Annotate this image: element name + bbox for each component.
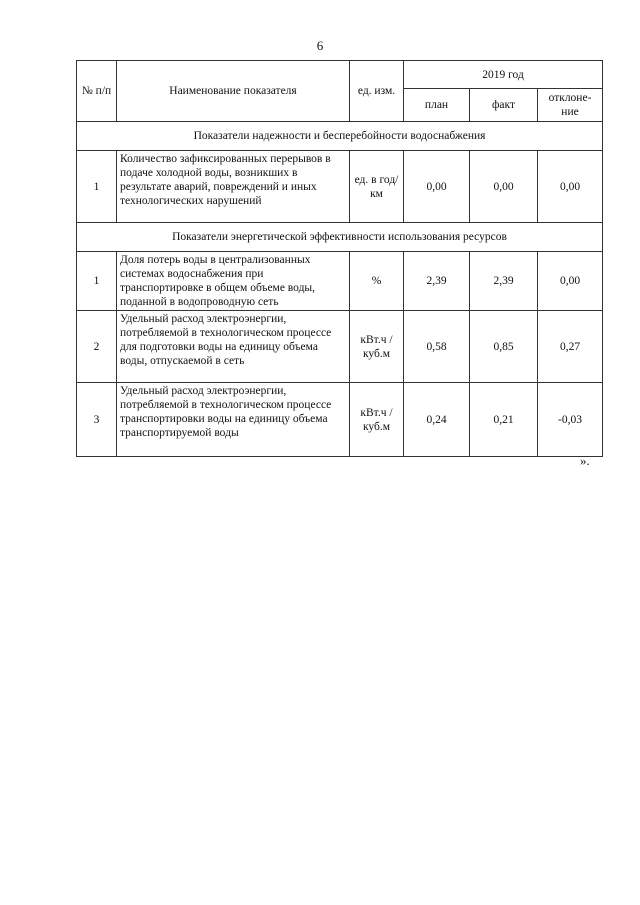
row-num: 1 bbox=[77, 151, 117, 223]
row-unit: ед. в год/ км bbox=[350, 151, 404, 223]
row-name: Доля потерь воды в централизованных системах водоснабжения при транспортировке в общем объеме воды, поданной в водопроводную сеть bbox=[117, 252, 350, 311]
table-row bbox=[77, 252, 603, 311]
row-name: Количество зафиксированных перерывов в подаче холодной воды, возникших в результате аварий, повреждений и иных технологических нарушений bbox=[117, 151, 350, 223]
header-num: № п/п bbox=[77, 61, 117, 122]
header-row-1 bbox=[77, 61, 603, 89]
table-row bbox=[77, 383, 603, 457]
row-fact: 0,21 bbox=[470, 383, 538, 457]
header-unit: ед. изм. bbox=[350, 61, 404, 122]
row-plan: 0,24 bbox=[404, 383, 470, 457]
row-plan: 0,00 bbox=[404, 151, 470, 223]
row-plan: 0,58 bbox=[404, 311, 470, 383]
row-deviation: 0,00 bbox=[538, 252, 603, 311]
header-deviation: отклоне-ние bbox=[538, 89, 603, 122]
row-unit: кВт.ч / куб.м bbox=[350, 311, 404, 383]
section-title-row bbox=[77, 223, 603, 252]
header-plan: план bbox=[404, 89, 470, 122]
page-number: 6 bbox=[316, 38, 324, 53]
header-fact: факт bbox=[470, 89, 538, 122]
row-deviation: -0,03 bbox=[538, 383, 603, 457]
row-deviation: 0,00 bbox=[538, 151, 603, 223]
row-plan: 2,39 bbox=[404, 252, 470, 311]
header-year: 2019 год bbox=[404, 61, 603, 89]
row-name: Удельный расход электроэнергии, потребляемой в технологическом процессе для подготовки воды на единицу объема воды, отпускаемой в сеть bbox=[117, 311, 350, 383]
row-deviation: 0,27 bbox=[538, 311, 603, 383]
row-fact: 0,00 bbox=[470, 151, 538, 223]
section-title: Показатели надежности и бесперебойности водоснабжения bbox=[77, 122, 603, 151]
table-row bbox=[77, 151, 603, 223]
row-num: 1 bbox=[77, 252, 117, 311]
row-fact: 2,39 bbox=[470, 252, 538, 311]
section-title: Показатели энергетической эффективности использования ресурсов bbox=[77, 223, 603, 252]
indicators-table bbox=[76, 60, 603, 457]
row-unit: % bbox=[350, 252, 404, 311]
row-name: Удельный расход электроэнергии, потребляемой в технологическом процессе транспортировки воды на единицу объема транспортируемой воды bbox=[117, 383, 350, 457]
header-name: Наименование показателя bbox=[117, 61, 350, 122]
row-num: 2 bbox=[77, 311, 117, 383]
table-row bbox=[77, 311, 603, 383]
row-fact: 0,85 bbox=[470, 311, 538, 383]
closing-quote: ». bbox=[580, 453, 590, 468]
section-title-row bbox=[77, 122, 603, 151]
row-unit: кВт.ч / куб.м bbox=[350, 383, 404, 457]
row-num: 3 bbox=[77, 383, 117, 457]
